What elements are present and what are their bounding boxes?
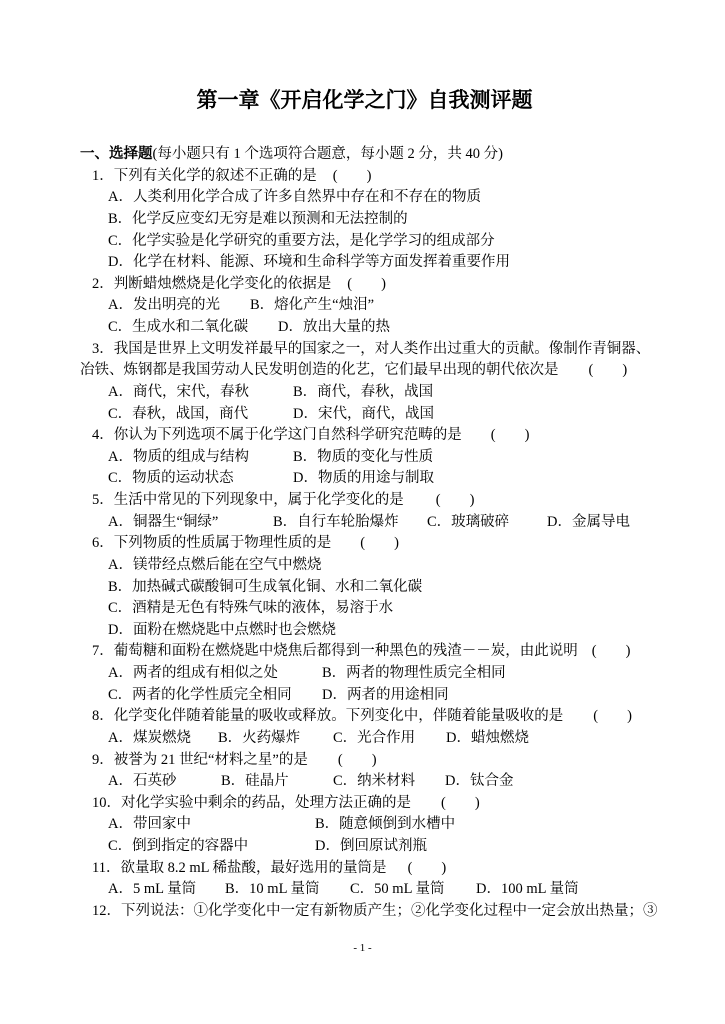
question-4-option-b: B．物质的变化与性质 [293, 448, 434, 465]
question-1-option-row [0, 231, 725, 253]
question-6-option-row [0, 577, 725, 599]
question-2-option-a: A．发出明亮的光 [108, 297, 220, 314]
question-3-option-a: A．商代，宋代，春秋 [108, 383, 249, 400]
question-9-option-d: D．钛合金 [445, 773, 514, 790]
question-3-option-d: D．宋代，商代，战国 [293, 405, 434, 422]
question-1-option-a: A．人类利用化学合成了许多自然界中存在和不存在的物质 [108, 189, 481, 206]
question-4-option-row [0, 447, 725, 469]
section-label: 一、选择题 [80, 146, 153, 162]
question-5-answer-blank: ( ) [435, 492, 475, 508]
question-10-stem: 10．对化学实验中剩余的药品，处理方法正确的是 [92, 794, 411, 811]
question-8-stem: 8．化学变化伴随着能量的吸收或释放。下列变化中，伴随着能量吸收的是 [92, 708, 564, 725]
question-1-option-d: D．化学在材料、能源、环境和生命科学等方面发挥着重要作用 [108, 254, 510, 271]
question-9-answer-blank: ( ) [337, 751, 377, 768]
question-2-stem: 2．判断蜡烛燃烧是化学变化的依据是 [92, 275, 332, 292]
question-7-option-row [0, 685, 725, 707]
question-1-option-b: B．化学反应变幻无穷是难以预测和无法控制的 [108, 210, 408, 227]
question-2-stem-line [0, 274, 725, 296]
question-6-option-c: C．酒精是无色有特殊气味的液体，易溶于水 [108, 600, 394, 617]
question-1-option-row [0, 187, 725, 209]
question-12-stem: 12．下列说法：①化学变化中一定有新物质产生；②化学变化过程中一定会放出热量；③ [92, 902, 658, 919]
question-3-option-row [0, 382, 725, 404]
question-4-option-d: D．物质的用途与制取 [293, 470, 434, 487]
question-3-option-row [0, 404, 725, 426]
question-10 [92, 793, 480, 815]
question-10-option-b: B．随意倾倒到水槽中 [315, 816, 456, 833]
question-5-option-b: B．自行车轮胎爆炸 [273, 513, 399, 530]
question-2-option-row [0, 317, 725, 339]
question-8 [92, 706, 632, 728]
question-4-option-c: C．物质的运动状态 [108, 470, 234, 487]
question-11-stem-line [0, 858, 725, 880]
question-4 [92, 425, 529, 447]
question-1-stem: 1．下列有关化学的叙述不正确的是 [92, 167, 317, 184]
question-6-option-row [0, 555, 725, 577]
question-1-stem-line [0, 166, 725, 188]
question-8-option-c: C．光合作用 [333, 729, 416, 746]
section-header [0, 144, 725, 166]
question-4-answer-blank: ( ) [490, 427, 530, 444]
question-10-stem-line [0, 793, 725, 815]
question-5-option-c: C．玻璃破碎 [427, 513, 510, 530]
question-9-option-b: B．硅晶片 [221, 773, 289, 790]
question-6-option-a: A．镁带经点燃后能在空气中燃烧 [108, 556, 322, 573]
question-8-option-b: B．火药爆炸 [218, 729, 301, 746]
question-8-option-d: D．蜡烛燃烧 [446, 729, 529, 746]
question-3-answer-blank: ( ) [588, 362, 628, 379]
question-8-answer-blank: ( ) [593, 708, 632, 725]
question-7-stem: 7．葡萄糖和面粉在燃烧匙中烧焦后都得到一种黑色的残渣－－炭，由此说明 [92, 643, 578, 660]
question-11-answer-blank: ( ) [407, 859, 447, 876]
question-10-option-row [0, 814, 725, 836]
question-11-stem: 11．欲量取 8.2 mL 稀盐酸，最好选用的量筒是 [92, 859, 387, 876]
question-5-option-d: D．金属导电 [547, 513, 630, 530]
question-10-option-d: D．倒回原试剂瓶 [315, 838, 427, 854]
question-2-answer-blank: ( ) [347, 275, 386, 292]
question-8-option-row [0, 728, 725, 750]
question-1-option-row [0, 209, 725, 231]
question-3-stem-line-1: 3．我国是世界上文明发祥最早的国家之一，对人类作出过重大的贡献。像制作青铜器、 [92, 340, 651, 357]
question-11 [92, 858, 446, 880]
question-4-stem-line [0, 425, 725, 447]
question-6-option-d: D．面粉在燃烧匙中点燃时也会燃烧 [108, 621, 336, 638]
question-10-answer-blank: ( ) [441, 794, 480, 811]
question-6-stem: 6．下列物质的性质属于物理性质的是 [92, 535, 332, 552]
question-3-stem-line [0, 339, 725, 361]
question-3 [80, 360, 627, 382]
question-12-stem-line [0, 901, 725, 923]
question-9-option-row [0, 771, 725, 793]
question-7-option-a: A．两者的组成有相似之处 [108, 665, 278, 681]
question-11-option-c: C．50 mL 量筒 [350, 881, 445, 898]
question-9-stem-line [0, 750, 725, 772]
question-5-stem-line [0, 490, 725, 512]
question-8-stem-line [0, 706, 725, 728]
question-3-option-b: B．商代，春秋，战国 [293, 383, 434, 400]
question-7-answer-blank: ( ) [591, 643, 631, 660]
question-1 [92, 166, 371, 188]
question-7-option-row [0, 663, 725, 685]
question-6-answer-blank: ( ) [360, 535, 399, 552]
question-9-stem: 9．被誉为 21 世纪“材料之星”的是 [92, 751, 308, 768]
question-1-answer-blank: ( ) [332, 167, 372, 184]
question-1-option-c: C．化学实验是化学研究的重要方法，是化学学习的组成部分 [108, 232, 495, 249]
question-5-option-a: A．铜器生“铜绿” [108, 513, 219, 530]
question-7-option-c: C．两者的化学性质完全相同 [108, 686, 292, 703]
question-3-stem-line [0, 360, 725, 382]
question-11-option-b: B．10 mL 量筒 [225, 881, 320, 898]
question-2-option-row [0, 295, 725, 317]
question-4-option-a: A．物质的组成与结构 [108, 448, 249, 465]
question-7-option-b: B．两者的物理性质完全相同 [322, 665, 506, 681]
question-6-stem-line [0, 533, 725, 555]
question-9-option-a: A．石英砂 [108, 773, 177, 790]
question-6-option-row [0, 620, 725, 642]
question-2-option-b: B．熔化产生“烛泪” [250, 297, 375, 314]
question-9-option-c: C．纳米材料 [333, 773, 416, 790]
page-title: 第一章《开启化学之门》自我测评题 [196, 88, 533, 112]
question-1-option-row [0, 252, 725, 274]
section-header-text [80, 144, 503, 166]
question-4-stem: 4．你认为下列选项不属于化学这门自然科学研究范畴的是 [92, 427, 462, 444]
question-2 [92, 274, 386, 296]
question-5 [92, 490, 474, 512]
question-10-option-a: A．带回家中 [108, 816, 191, 833]
question-7 [92, 641, 630, 663]
question-10-option-c: C．倒到指定的容器中 [108, 838, 249, 854]
question-9 [92, 750, 377, 772]
question-8-option-a: A．煤炭燃烧 [108, 729, 191, 746]
question-11-option-d: D．100 mL 量筒 [476, 881, 579, 898]
question-3-stem-line-2: 冶铁、炼钢都是我国劳动人民发明创造的化艺，它们最早出现的朝代依次是 [80, 362, 559, 379]
question-2-option-c: C．生成水和二氧化碳 [108, 319, 249, 335]
question-11-option-row [0, 879, 725, 901]
section-note: (每小题只有 1 个选项符合题意，每小题 2 分，共 40 分) [152, 146, 503, 162]
question-7-stem-line [0, 641, 725, 663]
question-6 [92, 533, 399, 555]
question-5-option-row [0, 512, 725, 534]
question-5-stem: 5．生活中常见的下列现象中，属于化学变化的是 [92, 492, 404, 508]
question-11-option-a: A．5 mL 量筒 [108, 881, 197, 898]
question-6-option-b: B．加热碱式碳酸铜可生成氧化铜、水和二氧化碳 [108, 578, 423, 595]
question-3-option-c: C．春秋，战国，商代 [108, 405, 249, 422]
question-4-option-row [0, 468, 725, 490]
question-10-option-row [0, 836, 725, 858]
page-number: - 1 - [353, 942, 372, 954]
question-7-option-d: D．两者的用途相同 [322, 686, 449, 703]
question-2-option-d: D．放出大量的热 [278, 319, 390, 335]
question-list [0, 144, 725, 923]
question-6-option-row [0, 598, 725, 620]
